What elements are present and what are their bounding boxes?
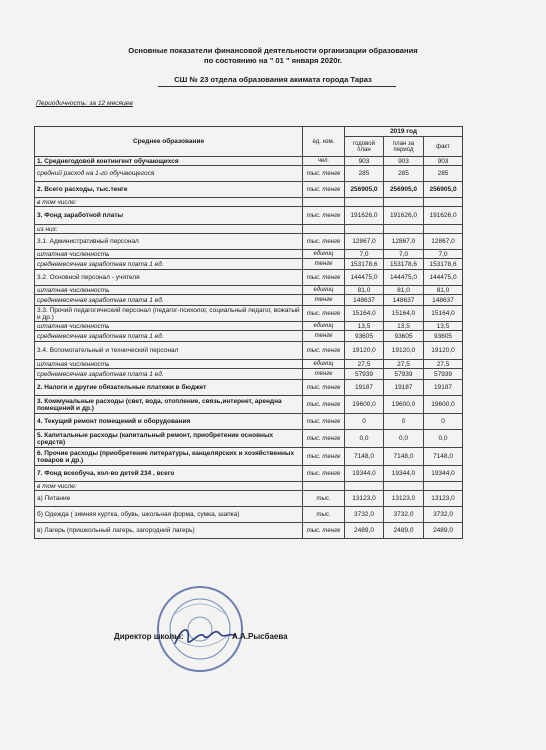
row-label: 4. Текущий ремонт помещений и оборудования [35,414,303,430]
unit-cell: тыс. тенге [303,396,345,414]
annual-plan-cell: 0 [345,414,384,430]
table-row [35,380,463,396]
table-row [35,331,463,342]
unit-cell: тыс. тенге [303,234,345,250]
fact-cell: 3732,0 [424,507,463,523]
period-plan-cell: 12867,0 [384,234,424,250]
table-row [35,250,463,259]
fact-cell: 81,0 [424,286,463,295]
period-plan-cell [384,482,424,491]
table-row [35,322,463,331]
director-name: А.А.Рысбаева [232,632,288,641]
row-label: 3.3. Прочий педагогический персонал (педагог-психолог, социальный педагог, вожатый и др.) [35,306,303,322]
organization-name: СШ № 23 отдела образования акимата города Тараз [174,75,372,84]
table-row [35,523,463,539]
fact-cell: 285 [424,166,463,182]
row-label: в том числе: [35,482,303,491]
header-unit: ед. изм. [303,127,345,157]
period-plan-cell: 13123,0 [384,491,424,507]
unit-cell: тыс. тенге [303,207,345,225]
row-label: штатная численность [35,286,303,295]
fact-cell: 19120,0 [424,342,463,360]
annual-plan-cell: 15164,0 [345,306,384,322]
unit-cell: тыс. тенге [303,166,345,182]
row-label: 3.4. Вспомогательный и технический персонал [35,342,303,360]
row-label: 3.2. Основной персонал - учителя [35,270,303,286]
table-row [35,259,463,270]
table-row [35,466,463,482]
fact-cell: 57939 [424,369,463,380]
period-plan-cell: 144475,0 [384,270,424,286]
annual-plan-cell: 19187 [345,380,384,396]
period-plan-cell: 2489,0 [384,523,424,539]
fact-cell: 12867,0 [424,234,463,250]
annual-plan-cell: 7148,0 [345,448,384,466]
unit-cell: тыс. тенге [303,430,345,448]
row-label: 3.1. Административный персонал [35,234,303,250]
annual-plan-cell: 93605 [345,331,384,342]
fact-cell: 7,0 [424,250,463,259]
period-plan-cell [384,225,424,234]
fact-cell [424,198,463,207]
row-label: 2. Налоги и другие обязательные платежи в бюджет [35,380,303,396]
header-period-plan: план за период [384,137,424,157]
annual-plan-cell: 12867,0 [345,234,384,250]
financial-table [34,126,463,539]
row-label: б) Одежда ( зимняя куртка, обувь, школьная форма, сумка, шапка) [35,507,303,523]
annual-plan-cell: 191626,0 [345,207,384,225]
fact-cell: 191626,0 [424,207,463,225]
table-row [35,270,463,286]
row-label: в) Лагерь (пришкольный лагерь, загородний лагерь) [35,523,303,539]
unit-cell: тыс. тенге [303,380,345,396]
annual-plan-cell: 903 [345,157,384,166]
annual-plan-cell: 148637 [345,295,384,306]
document-date: по состоянию на " 01 " января 2020г. [204,56,342,65]
table-row [35,430,463,448]
table-row [35,198,463,207]
period-plan-cell: 15164,0 [384,306,424,322]
period-plan-cell: 13,5 [384,322,424,331]
unit-cell: тыс. тенге [303,342,345,360]
fact-cell: 15164,0 [424,306,463,322]
unit-cell: единиц [303,360,345,369]
table-header-row [35,127,463,137]
header-year: 2019 год [345,127,463,137]
table-row [35,448,463,466]
unit-cell: единиц [303,286,345,295]
period-plan-cell: 3732,0 [384,507,424,523]
period-plan-cell: 93605 [384,331,424,342]
unit-cell [303,482,345,491]
row-label: 2. Всего расходы, тыс.тенге [35,182,303,198]
unit-cell: тыс. тенге [303,182,345,198]
unit-cell: тенге [303,331,345,342]
table-row [35,491,463,507]
period-plan-cell: 19344,0 [384,466,424,482]
unit-cell: тыс. тенге [303,270,345,286]
annual-plan-cell: 0,0 [345,430,384,448]
table-row [35,342,463,360]
unit-cell: тыс. тенге [303,466,345,482]
period-plan-cell: 256905,0 [384,182,424,198]
unit-cell: единиц [303,322,345,331]
row-label: штатная численность [35,322,303,331]
fact-cell: 19344,0 [424,466,463,482]
fact-cell: 13123,0 [424,491,463,507]
unit-cell [303,198,345,207]
fact-cell: 144475,0 [424,270,463,286]
annual-plan-cell: 3732,0 [345,507,384,523]
unit-cell: тыс. тенге [303,523,345,539]
annual-plan-cell: 256905,0 [345,182,384,198]
row-label: 6. Прочие расходы (приобретение литературы, канцелярских и хозяйственных товаров и др.) [35,448,303,466]
unit-cell: тенге [303,369,345,380]
period-plan-cell: 903 [384,157,424,166]
header-annual-plan: годовой план [345,137,384,157]
table-row [35,234,463,250]
row-label: 5. Капитальные расходы (капитальный ремонт, приобретение основных средств) [35,430,303,448]
annual-plan-cell: 13123,0 [345,491,384,507]
fact-cell: 153178,6 [424,259,463,270]
unit-cell: единиц [303,250,345,259]
unit-cell: чел. [303,157,345,166]
fact-cell: 0 [424,414,463,430]
period-plan-cell: 7,0 [384,250,424,259]
table-row [35,157,463,166]
fact-cell: 27,5 [424,360,463,369]
period-plan-cell: 191626,0 [384,207,424,225]
row-label: средний расход на 1-го обучающегося [35,166,303,182]
unit-cell: тенге [303,295,345,306]
fact-cell: 2489,0 [424,523,463,539]
period-plan-cell: 148637 [384,295,424,306]
table-row [35,207,463,225]
fact-cell [424,482,463,491]
unit-cell: тыс. [303,507,345,523]
table-row [35,286,463,295]
fact-cell: 7148,0 [424,448,463,466]
period-plan-cell: 57939 [384,369,424,380]
unit-cell [303,225,345,234]
row-label: штатная численность [35,250,303,259]
unit-cell: тыс. тенге [303,306,345,322]
table-row [35,295,463,306]
row-label: из них: [35,225,303,234]
annual-plan-cell: 57939 [345,369,384,380]
fact-cell: 0,0 [424,430,463,448]
director-label: Директор школы: [114,632,184,641]
table-row [35,414,463,430]
table-row [35,306,463,322]
annual-plan-cell: 19600,0 [345,396,384,414]
fact-cell: 19187 [424,380,463,396]
header-name: Среднее образование [35,127,303,157]
header-fact: факт [424,137,463,157]
table-row [35,166,463,182]
fact-cell: 148637 [424,295,463,306]
document-title: Основные показатели финансовой деятельности организации образования [128,46,418,55]
row-label: среднемесячная заработная плата 1 ед. [35,259,303,270]
period-plan-cell: 27,5 [384,360,424,369]
table-row [35,182,463,198]
unit-cell: тенге [303,259,345,270]
annual-plan-cell: 27,5 [345,360,384,369]
fact-cell: 13,5 [424,322,463,331]
row-label: 1. Среднегодовой контингент обучающихся [35,157,303,166]
fact-cell: 256905,0 [424,182,463,198]
row-label: среднемесячная заработная плата 1 ед. [35,331,303,342]
period-plan-cell: 81,0 [384,286,424,295]
table-row [35,507,463,523]
unit-cell: тыс. тенге [303,414,345,430]
row-label: 3. Фонд заработной платы [35,207,303,225]
fact-cell: 19600,0 [424,396,463,414]
period-plan-cell: 0,0 [384,430,424,448]
organization-underline [158,86,396,87]
row-label: штатная численность [35,360,303,369]
annual-plan-cell: 81,0 [345,286,384,295]
fact-cell [424,225,463,234]
annual-plan-cell: 19120,0 [345,342,384,360]
annual-plan-cell [345,225,384,234]
annual-plan-cell: 13,5 [345,322,384,331]
table-row [35,360,463,369]
annual-plan-cell [345,198,384,207]
fact-cell: 93605 [424,331,463,342]
table-row [35,369,463,380]
annual-plan-cell: 153178,6 [345,259,384,270]
period-plan-cell: 153178,6 [384,259,424,270]
annual-plan-cell [345,482,384,491]
table-row [35,482,463,491]
table-row [35,396,463,414]
annual-plan-cell: 144475,0 [345,270,384,286]
table-row [35,225,463,234]
period-plan-cell: 285 [384,166,424,182]
annual-plan-cell: 7,0 [345,250,384,259]
row-label: а) Питание [35,491,303,507]
period-plan-cell: 7148,0 [384,448,424,466]
row-label: среднемесячная заработная плата 1 ед. [35,295,303,306]
unit-cell: тыс. [303,491,345,507]
periodicity-label: Периодичность: за 12 месяцев [36,100,133,107]
unit-cell: тыс. тенге [303,448,345,466]
row-label: среднемесячная заработная плата 1 ед. [35,369,303,380]
period-plan-cell: 19600,0 [384,396,424,414]
row-label: 7. Фонд всеобуча, кол-во детей 234 , всего [35,466,303,482]
period-plan-cell: 0 [384,414,424,430]
row-label: в том числе: [35,198,303,207]
annual-plan-cell: 285 [345,166,384,182]
period-plan-cell: 19120,0 [384,342,424,360]
period-plan-cell [384,198,424,207]
period-plan-cell: 19187 [384,380,424,396]
annual-plan-cell: 19344,0 [345,466,384,482]
annual-plan-cell: 2489,0 [345,523,384,539]
fact-cell: 903 [424,157,463,166]
row-label: 3. Коммунальные расходы (свет, вода, отопление, связь,интернет, арендна помещений и др.) [35,396,303,414]
